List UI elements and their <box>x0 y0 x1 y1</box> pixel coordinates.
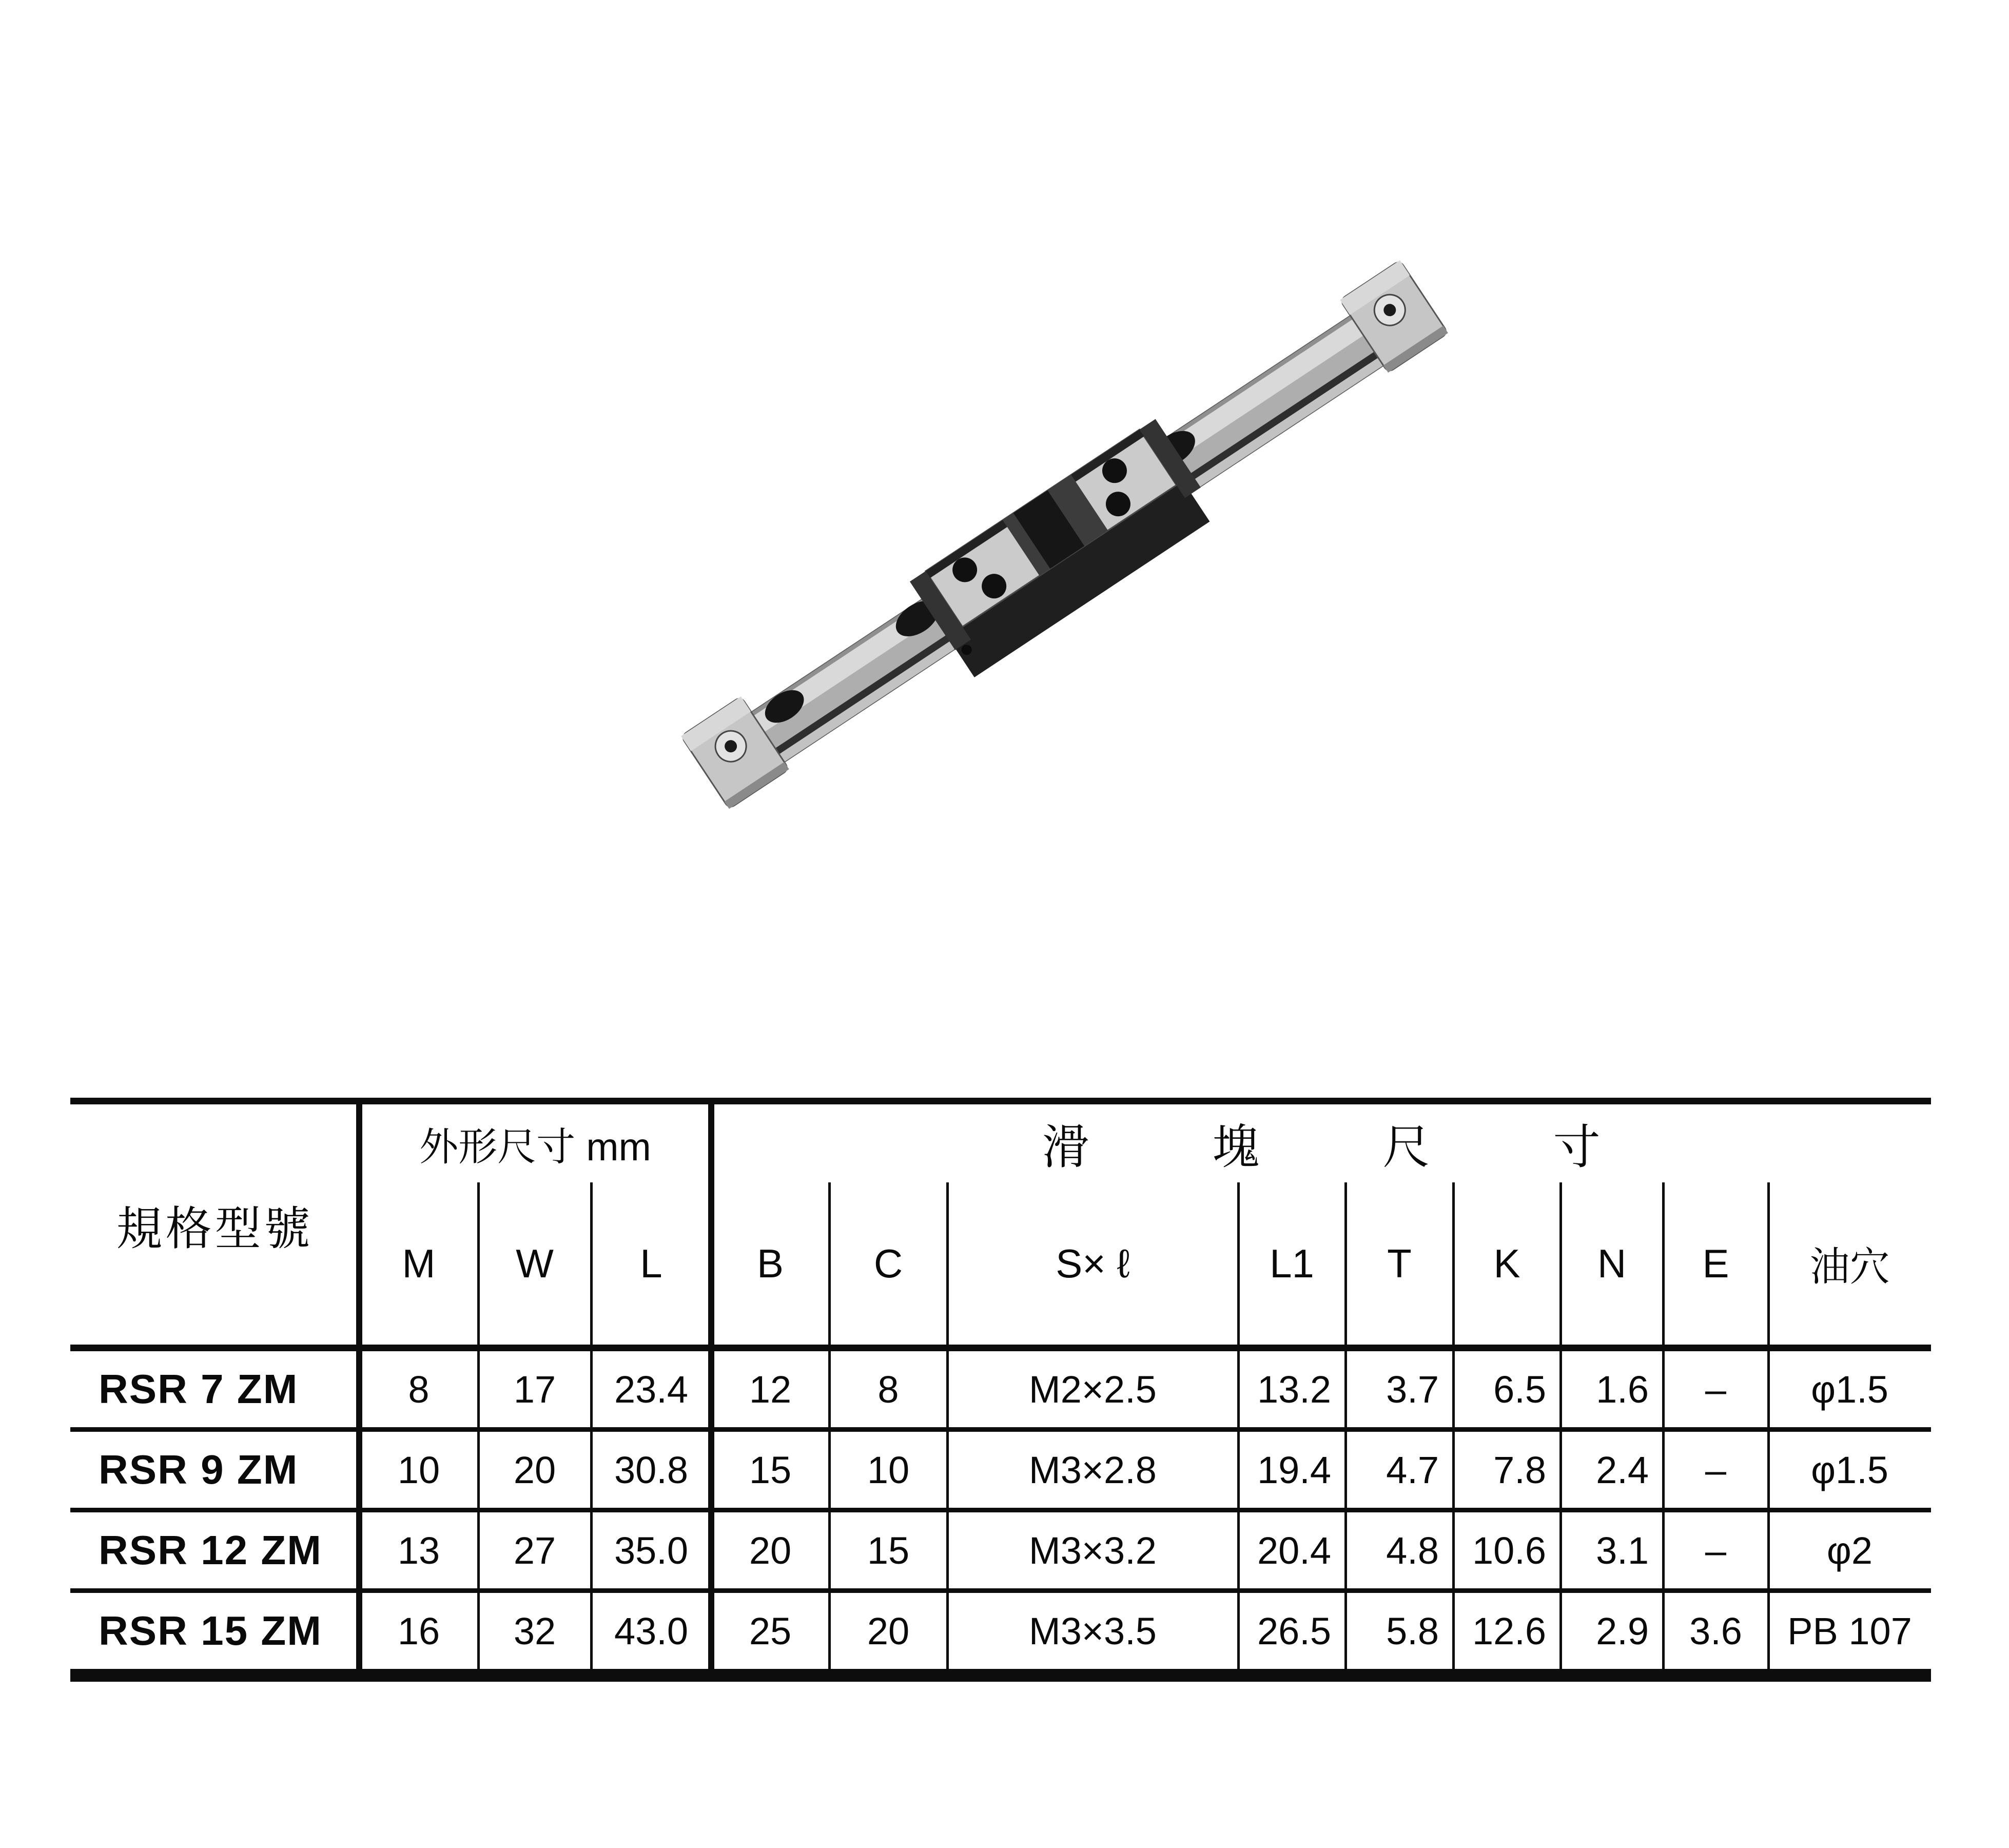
carriage-block <box>910 419 1219 677</box>
cell: 8 <box>408 1368 430 1411</box>
linear-guide-assembly <box>679 258 1462 830</box>
row-separator <box>70 1508 1931 1512</box>
cell: – <box>1705 1529 1727 1572</box>
cell: – <box>1705 1368 1727 1411</box>
cell: 23.4 <box>614 1368 689 1411</box>
table-row <box>70 1351 1931 1427</box>
col-header-L1: L1 <box>1270 1240 1314 1286</box>
cell: 16 <box>397 1609 440 1652</box>
cell: 10 <box>397 1448 440 1491</box>
spec-table <box>70 1098 1931 1682</box>
cell: 27 <box>513 1529 556 1572</box>
cell: 6.5 <box>1493 1368 1546 1411</box>
cell: 20.4 <box>1257 1529 1331 1572</box>
row-separator <box>70 1427 1931 1432</box>
row-separator <box>70 1588 1931 1593</box>
cell: 43.0 <box>614 1609 689 1652</box>
table-row <box>70 1432 1931 1508</box>
cell: 15 <box>749 1448 792 1491</box>
col-header-N: N <box>1597 1240 1627 1286</box>
cell: 3.6 <box>1689 1609 1742 1652</box>
col-header-K: K <box>1493 1240 1520 1286</box>
cell: 19.4 <box>1257 1448 1331 1491</box>
table-row <box>70 1512 1931 1588</box>
cell: 10.6 <box>1472 1529 1546 1572</box>
cell: 7.8 <box>1493 1448 1546 1491</box>
cell: 12.6 <box>1472 1609 1546 1652</box>
col-header-B: B <box>756 1240 784 1286</box>
header-bottom-rule <box>70 1345 1931 1351</box>
header-model: 規格型號 <box>116 1203 314 1255</box>
cell: 20 <box>867 1609 910 1652</box>
cell: 3.1 <box>1596 1529 1649 1572</box>
header-outer-dims: 外形尺寸 mm <box>419 1125 651 1169</box>
cell: 30.8 <box>614 1448 689 1491</box>
cell: 2.4 <box>1596 1448 1649 1491</box>
cell: φ1.5 <box>1811 1448 1888 1491</box>
col-header-Sl: S× ℓ <box>1056 1240 1130 1286</box>
cell: – <box>1705 1448 1727 1491</box>
cell: M2×2.5 <box>1029 1368 1157 1411</box>
cell: 17 <box>513 1368 556 1411</box>
cell: 1.6 <box>1596 1368 1649 1411</box>
table-border-top <box>70 1098 1931 1104</box>
model-cell: RSR 9 ZM <box>99 1447 299 1492</box>
cell: 2.9 <box>1596 1609 1649 1652</box>
cell: M3×3.5 <box>1029 1609 1157 1652</box>
cell: 32 <box>513 1609 556 1652</box>
cell: M3×3.2 <box>1029 1529 1157 1572</box>
model-cell: RSR 15 ZM <box>99 1608 322 1654</box>
table-row <box>70 1593 1931 1669</box>
model-cell: RSR 7 ZM <box>99 1366 299 1412</box>
col-header-M: M <box>402 1240 436 1286</box>
cell: 13.2 <box>1257 1368 1331 1411</box>
table-border-bottom <box>70 1669 1931 1682</box>
col-header-oil-hole: 油穴 <box>1809 1244 1890 1289</box>
cell: 15 <box>867 1529 910 1572</box>
cell: φ1.5 <box>1811 1368 1888 1411</box>
header-columns <box>359 1182 1931 1345</box>
cell: 13 <box>397 1529 440 1572</box>
cell: 10 <box>867 1448 910 1491</box>
col-header-E: E <box>1702 1240 1729 1286</box>
cell: 4.8 <box>1386 1529 1439 1572</box>
cell: 20 <box>749 1529 792 1572</box>
model-cell: RSR 12 ZM <box>99 1527 322 1573</box>
col-header-W: W <box>516 1240 554 1286</box>
cell: 12 <box>749 1368 792 1411</box>
cell: PB 107 <box>1787 1609 1912 1652</box>
product-photo <box>631 216 1504 857</box>
cell: 5.8 <box>1386 1609 1439 1652</box>
cell: 25 <box>749 1609 792 1652</box>
cell: M3×2.8 <box>1029 1448 1157 1491</box>
cell: φ2 <box>1826 1529 1873 1572</box>
cell: 26.5 <box>1257 1609 1331 1652</box>
col-header-C: C <box>873 1240 903 1286</box>
cell: 4.7 <box>1386 1448 1439 1491</box>
col-header-L: L <box>640 1240 662 1286</box>
cell: 8 <box>877 1368 899 1411</box>
cell: 3.7 <box>1386 1368 1439 1411</box>
cell: 20 <box>513 1448 556 1491</box>
cell: 35.0 <box>614 1529 689 1572</box>
header-block-dims: 滑塊尺寸 <box>1042 1121 1724 1174</box>
col-header-T: T <box>1387 1240 1412 1286</box>
